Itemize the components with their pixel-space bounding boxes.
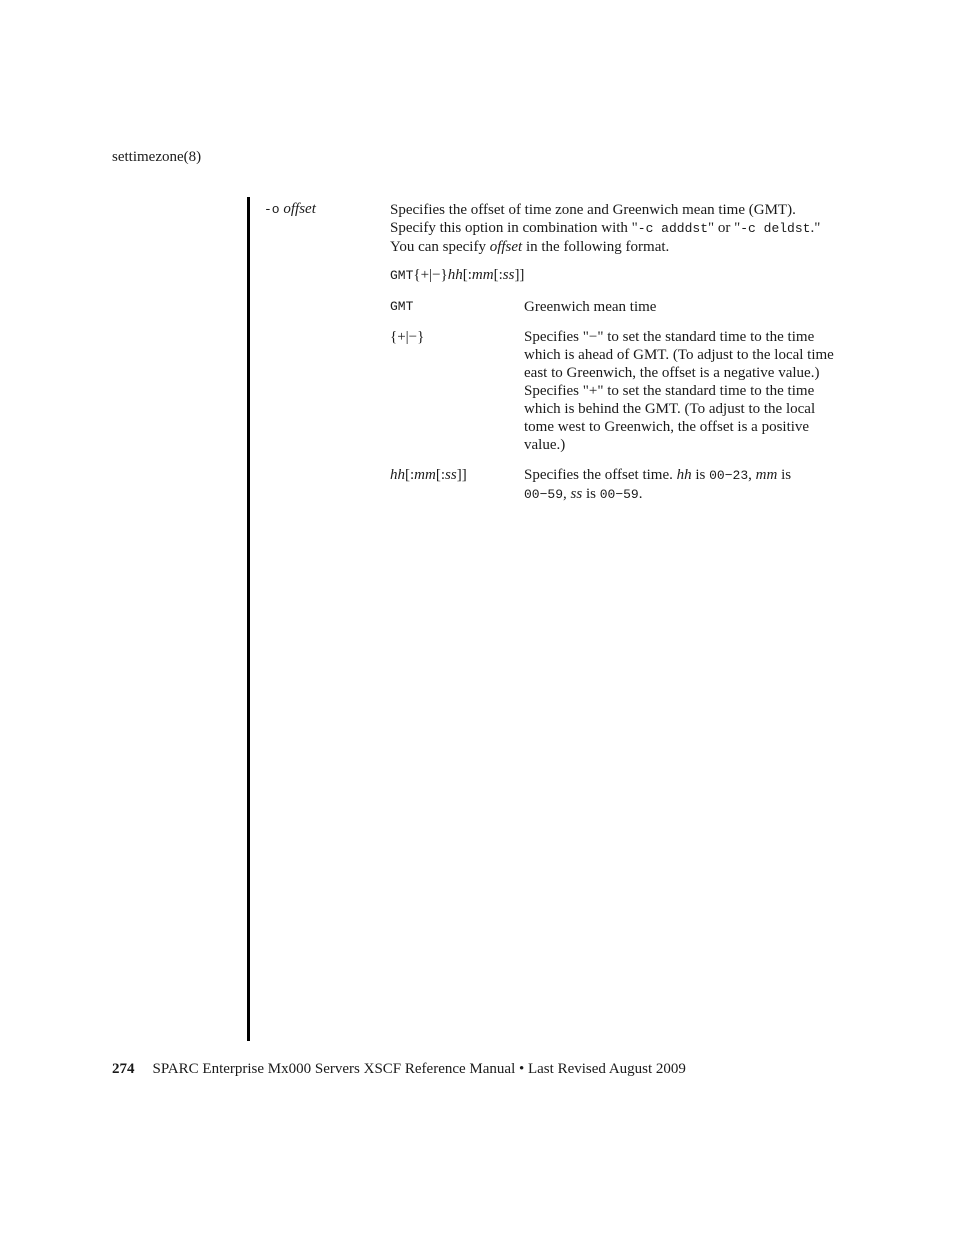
format-bracket-1: [: [462,267,472,283]
def-time-text-1: Specifies the offset time. [524,467,677,483]
definition-row-gmt [390,298,835,316]
page-footer [112,1061,686,1078]
hh-range: 00−23 [709,468,749,483]
desc-text-4: in the following format. [522,239,670,255]
term-sign: {+|−} [390,329,425,345]
term-bracket-2: [: [435,467,446,483]
running-head: settimezone(8) [112,149,202,165]
def-sign: Specifies "−" to set the standard time to the time which is ahead of GMT. (To adjust to the local time east to Greenwich, the offset is a negative value.) Specifies "+" to set the standard time to the time which is behind the GMT. (To adjust to the local tome west to Greenwich, the offset is a positive value.) [524,329,834,453]
definition-row-sign [390,328,835,454]
format-gmt: GMT [390,268,414,283]
change-bar [247,197,250,1041]
term-ss: ss [445,467,457,483]
desc-text-1: Specifies the offset of time zone and Greenwich mean time (GMT). Specify this option in combination with " [390,202,796,236]
definition-list [390,298,835,516]
option-arg: offset [283,201,316,217]
option-description [390,201,835,256]
def-time-text-3: , [748,467,756,483]
term-hh: hh [390,467,405,483]
code-deldst: -c deldst [740,221,811,236]
desc-text-2: " or " [708,220,741,236]
option-flag: -o [264,202,280,217]
def-time-hh: hh [676,467,692,483]
def-time-text-7: . [638,486,643,502]
desc-text-3: ." You can specify [390,220,821,255]
format-sign: {+|−} [413,267,448,283]
mm-range: 00−59 [524,487,564,502]
option-term [264,201,316,218]
term-bracket-3: ]] [456,467,467,483]
format-syntax [390,267,524,284]
term-gmt: GMT [390,299,414,314]
footer-title: SPARC Enterprise Mx000 Servers XSCF Reference Manual • Last Revised August 2009 [152,1061,686,1077]
ss-range: 00−59 [599,487,639,502]
term-time [390,466,524,504]
def-time-text-5: , [563,486,571,502]
desc-arg-ref: offset [489,239,523,255]
def-time-text-2: is [691,467,710,483]
definition-row-time [390,466,835,504]
format-bracket-3: ]] [514,267,525,283]
def-time-mm: mm [755,467,778,483]
format-ss: ss [502,267,515,283]
format-hh: hh [447,267,463,283]
def-time-text-4: is [777,467,792,483]
term-mm: mm [414,467,436,483]
term-bracket-1: [: [405,467,415,483]
def-time-ss: ss [570,486,583,502]
def-time-text-6: is [582,486,600,502]
format-mm: mm [471,267,494,283]
def-time [524,466,835,504]
code-adddst: -c adddst [637,221,708,236]
page-number: 274 [112,1061,135,1077]
def-gmt: Greenwich mean time [524,299,657,315]
format-bracket-2: [: [493,267,503,283]
